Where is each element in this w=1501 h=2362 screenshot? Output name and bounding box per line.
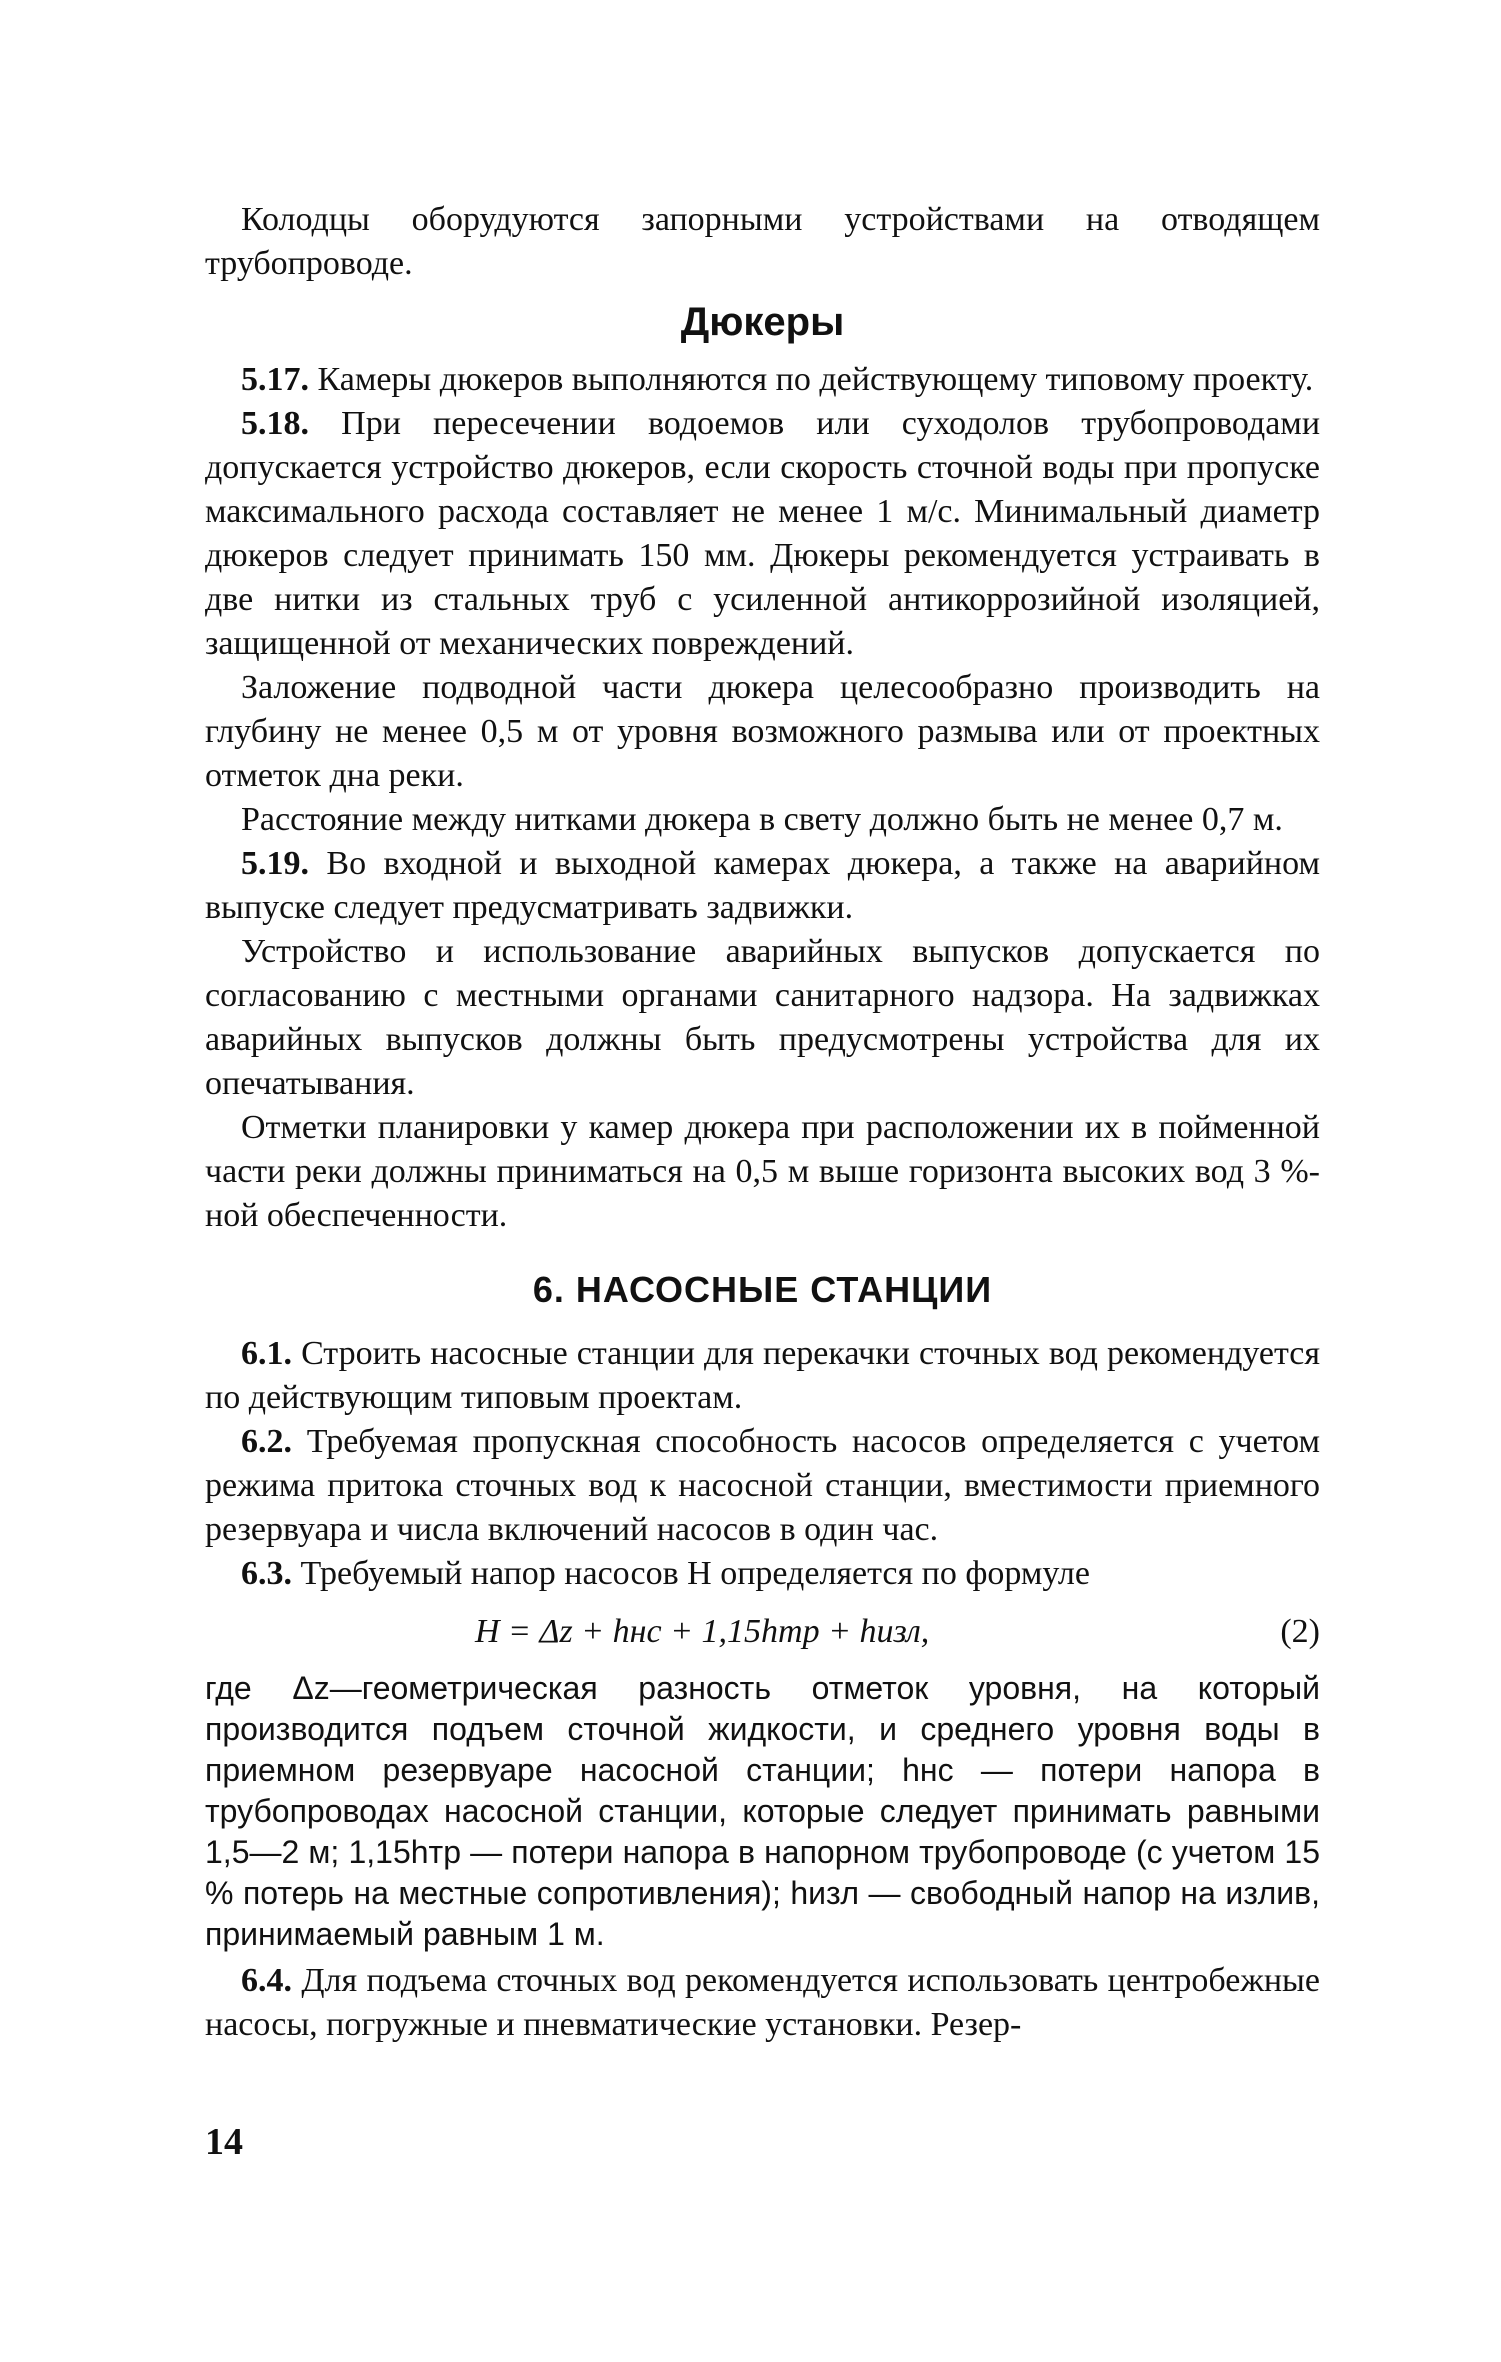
item-number-5-17: 5.17. [241,361,309,398]
page-number: 14 [205,2121,243,2163]
item-text-6-2: Требуемая пропускная способность насосов определяется с учетом режима притока сточных вод к насосной станции, вместимости приемного резервуара и числа включений насосов в один час. [205,1423,1321,1548]
paragraph-6-4 [205,1959,1320,2047]
intro-text: Колодцы оборудуются запорными устройствами на отводящем трубопроводе. [205,201,1320,282]
section-heading-pump-stations: 6. НАСОСНЫЕ СТАНЦИИ [532,1269,993,1310]
paragraph-5-19 [205,842,1320,930]
item-number-6-2: 6.2. [241,1423,292,1460]
paragraph-5-18 [205,402,1320,666]
formula-number: (2) [1280,1613,1320,1650]
paragraph-emergency: Устройство и использование аварийных выпусков допускается по согласованию с местными органами санитарного надзора. На задвижках аварийных выпусков должны быть предусмотрены устройства для их опечатывания. [205,933,1320,1102]
paragraph-5-17 [205,358,1320,402]
item-text-5-18: При пересечении водоемов или суходолов трубопроводами допускается устройство дюкеров, если скорость сточной воды при пропуске максимального расхода составляет не менее 1 м/с. Минимальный диаметр дюкеров следует принимать 150 мм. Дюкеры рекомендуется устраивать в две нитки из стальных труб с усиленной антикоррозийной изоляцией, защищенной от механических повреждений. [205,405,1321,662]
item-text-5-19: Во входной и выходной камерах дюкера, а также на аварийном выпуске следует предусматривать задвижки. [205,845,1320,926]
paragraph-6-1 [205,1332,1320,1420]
section-heading-dukery: Дюкеры [680,300,845,344]
item-number-6-3: 6.3. [241,1555,292,1592]
intro-paragraph [205,198,1320,286]
item-number-5-19: 5.19. [241,845,309,882]
formula-row [205,1604,1320,1662]
item-text-6-3: Требуемый напор насосов H определяется по формуле [300,1555,1090,1592]
item-number-5-18: 5.18. [241,405,309,442]
paragraph-marks: Отметки планировки у камер дюкера при расположении их в пойменной части реки должны приниматься на 0,5 м выше горизонта высоких вод 3 %-ной обеспеченности. [205,1109,1320,1234]
item-text-6-4: Для подъема сточных вод рекомендуется использовать центробежные насосы, погружные и пневматические установки. Резер- [205,1962,1320,2043]
item-text-6-1: Строить насосные станции для перекачки сточных вод рекомендуется по действующим типовым проектам. [205,1335,1321,1416]
page-content [205,198,1320,2047]
item-number-6-1: 6.1. [241,1335,292,1372]
paragraph-6-2 [205,1420,1320,1552]
paragraph-depth: Заложение подводной части дюкера целесообразно производить на глубину не менее 0,5 м от уровня возможного размыва или от проектных отметок дна реки. [205,669,1320,794]
item-text-5-17: Камеры дюкеров выполняются по действующему типовому проекту. [317,361,1314,398]
item-number-6-4: 6.4. [241,1962,292,1999]
paragraph-distance: Расстояние между нитками дюкера в свету должно быть не менее 0,7 м. [241,801,1283,838]
formula-expression: H = Δz + hнс + 1,15hтр + hизл, [475,1613,930,1650]
formula-explanation: где Δz—геометрическая разность отметок уровня, на который производится подъем сточной жидкости, и среднего уровня воды в приемном резервуаре насосной станции; hнс — потери напора в трубопроводах насосной станции, которые следует принимать равными 1,5—2 м; 1,15hтр — потери напора в напорном трубопроводе (с учетом 15 % потерь на местные сопротивления); hизл — свободный напор на излив, принимаемый равным 1 м. [205,1670,1320,1952]
paragraph-6-3 [205,1552,1320,1596]
